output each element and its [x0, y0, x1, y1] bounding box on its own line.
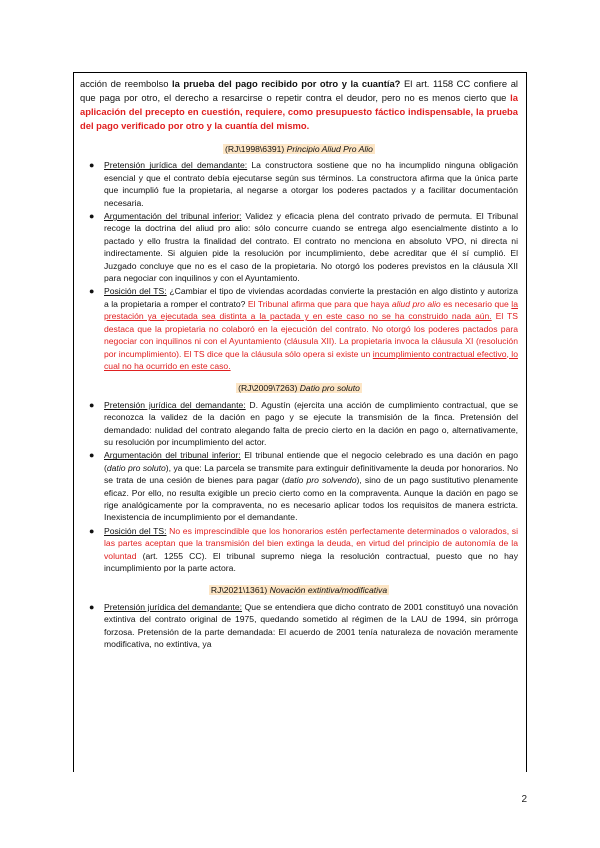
section3-case-name: Novación extintiva/modificativa [269, 585, 388, 596]
bullet-icon: ● [89, 525, 95, 536]
bullet-icon: ● [89, 211, 95, 222]
list-item [80, 525, 518, 575]
bullet-icon: ● [89, 160, 95, 171]
bullet-icon: ● [89, 450, 95, 461]
item-red-underlined: incumplimiento contractual efectivo, lo cual no ha ocurrido en este caso. [104, 348, 518, 371]
item-red-italic: aliud pro alio [391, 298, 441, 309]
intro-text-1: acción de reembolso [80, 78, 172, 89]
section2-list [80, 399, 518, 575]
item-red-underlined: la prestación ya ejecutada sea distinta a la pactada y en este caso no se ha construido nada aún. [104, 298, 518, 322]
item-text: Que se entendiera que dicho contrato de 2001 constituyó una novación extintiva del contrato original de 1975, quedando sometido al régimen de la LAU de 1994, sin prórroga forzosa. Pretensión de la parte demandada: El acuerdo de 2001 tenía naturaleza de novación meramente modificativa, no extintiva, ya [104, 601, 518, 650]
intro-red-1: la aplicación del precepto en cuestión, requiere, como presupuesto fáctico indispensable, la prueba del pago verificado por otro y la cuantía del mismo. [80, 92, 518, 131]
section2-heading [80, 382, 518, 394]
item-italic: datio pro solvendo [284, 475, 357, 486]
item-red-text: El TS destaca que la propietaria no colaboró en la ejecución del contrato. No otorgó los poderes pactados para negociar con inquilinos ni con el Ayuntamiento (cláusula XII). La propietaria invoca la cláusula XI (resolución por incumplimiento). El TS dice que la cláusula sólo opera si existe un [104, 311, 518, 359]
document-body [74, 73, 526, 650]
list-item [80, 601, 518, 651]
item-label: Pretensión jurídica del demandante: [104, 601, 243, 612]
item-text: ), ya que: La parcela se transmite para extinguir definitivamente la deuda por honorarios. No se trata de una cesión de bienes para pagar ( [104, 462, 518, 486]
item-label: Pretensión jurídica del demandante: [104, 160, 248, 171]
item-text: Validez y eficacia plena del contrato privado de permuta. El Tribunal recoge la doctrina del aliud pro alio: sólo concurre cuando se entrega algo esencialmente distinto a lo pactado y ello frustra la finalidad del contrato. El contrato no menciona en absoluto VPO, ni directa ni indirectamente. Si alguien pide la resolución por incumplimiento, debe acreditar que él sí cumplió. El Juzgado concluye que no es el caso de la propietaria. No otorgó los poderes previstos en la cláusula XII para negociar con inquilinos y con el Ayuntamiento. [104, 211, 518, 284]
section3-heading [80, 584, 518, 596]
list-item [80, 159, 518, 209]
page-number: 2 [521, 794, 527, 805]
section3-list [80, 601, 518, 651]
item-text: La constructora sostiene que no ha incumplido ninguna obligación esencial y que el contrato debía ejecutarse según sus términos. La constructora afirma que la única parte que incumplió fue la propietaria, al negarse a otorgar los poderes pactados y a facilitar documentación necesaria. [104, 160, 518, 208]
list-item [80, 449, 518, 523]
item-label: Posición del TS: [104, 286, 167, 297]
bullet-icon: ● [89, 286, 95, 297]
item-text: D. Agustín (ejercita una acción de cumplimiento contractual, que se reconozca la validez de la dación en pago y se ejecute la transmisión de la finca. Pretensión del demandado: nulidad del contrato alegando falta de precio cierto en la dación en pago o, alternativamente, su resolución por incumplimiento del actor. [104, 399, 518, 447]
section3-ref: RJ\2021\1361) [210, 585, 270, 596]
item-label: Posición del TS: [104, 525, 167, 536]
list-item [80, 399, 518, 449]
item-text: ), sino de un pago sustitutivo plenamente eficaz. Por ello, no resulta exigible un precio cierto como en la compraventa. Aunque la dación en pago se rige analógicamente por la compraventa, no es necesario aplicar todos los requisitos de manera estricta. Inexistencia de incumplimiento por el demandante. [104, 475, 518, 523]
section1-case-name: Principio Aliud Pro Alio [286, 144, 373, 154]
item-italic: datio pro soluto [106, 462, 166, 473]
item-label: Argumentación del tribunal inferior: [104, 450, 241, 461]
section1-heading [80, 143, 518, 155]
item-red-text: El Tribunal afirma que para que haya [247, 298, 392, 309]
list-item [80, 285, 518, 372]
item-text: El tribunal entiende que el negocio celebrado es una dación en pago ( [104, 450, 518, 473]
list-item [80, 210, 518, 284]
bullet-icon: ● [89, 399, 95, 410]
page-frame [73, 72, 527, 772]
item-text: (art. 1255 CC). El tribunal supremo niega la resolución contractual, puesto que no hay incumplimiento por la parte actora. [104, 550, 518, 573]
item-label: Pretensión jurídica del demandante: [104, 399, 246, 410]
section2-ref: (RJ\2009\7263) [238, 383, 300, 394]
item-red-text: No es imprescindible que los honorarios estén perfectamente determinados o valorados, si las partes aceptan que la transmisión del bien extinga la deuda, en virtud del principio de autonomía de la voluntad [104, 525, 518, 561]
intro-text-2: El art. 1158 CC confiere al que paga por otro, el derecho a resarcirse o repetir contra el deudor, pero no es menos cierto que [80, 78, 518, 103]
bullet-icon: ● [89, 601, 95, 612]
intro-bold-1: la prueba del pago recibido por otro y la cuantía? [171, 78, 401, 89]
intro-paragraph [80, 77, 518, 133]
item-red-text: es necesario que [440, 298, 512, 309]
item-text: ¿Cambiar el tipo de viviendas acordadas convierte la prestación en algo distinto y autoriza a la propietaria a romper el contrato? [104, 286, 518, 309]
section1-ref: (RJ\1998\6391) [225, 144, 287, 154]
section1-list [80, 159, 518, 372]
item-label: Argumentación del tribunal inferior: [104, 211, 242, 222]
section2-case-name: Datio pro soluto [299, 383, 360, 394]
